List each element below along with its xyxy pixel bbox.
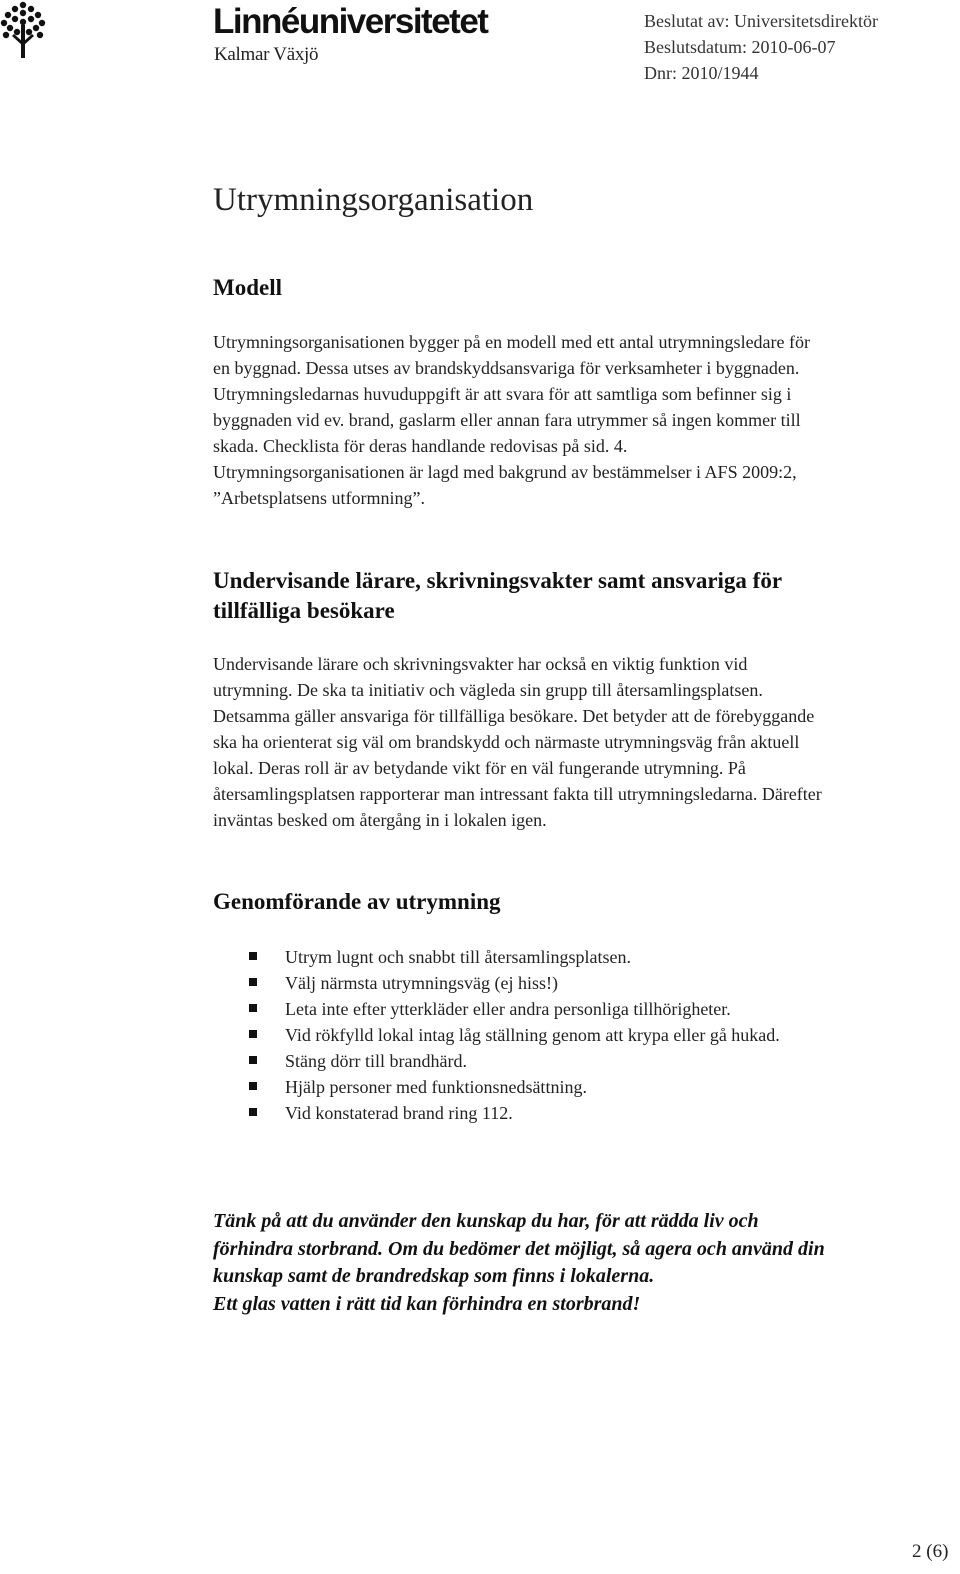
square-bullet-icon: [249, 952, 257, 960]
list-item: Leta inte efter ytterkläder eller andra personliga tillhörigheter.: [213, 996, 933, 1022]
page-title: Utrymningsorganisation: [213, 182, 534, 218]
square-bullet-icon: [249, 1056, 257, 1064]
square-bullet-icon: [249, 1108, 257, 1116]
page-number: 2 (6): [912, 1541, 949, 1562]
list-item: Vid rökfylld lokal intag låg ställning genom att krypa eller gå hukad.: [213, 1022, 933, 1048]
square-bullet-icon: [249, 978, 257, 986]
university-logo-name: Linnéuniversitetet: [213, 2, 488, 41]
section-heading-teachers: Undervisande lärare, skrivningsvakter samt ansvariga för tillfälliga besökare: [213, 568, 783, 623]
tree-logo-icon: [0, 0, 46, 60]
section-paragraph-modell: Utrymningsorganisationen bygger på en modell med ett antal utrymningsledare för en byggnad. Dessa utses av brandskyddsansvariga för verksamheter i byggnaden. Utrymningsledarnas huvuduppgift är att svara för att samtliga som befinner sig i byggnaden vid ev. brand, gaslarm eller annan fara utrymmer så ingen kommer till skada. Checklista för deras handlande redovisas på sid. 4. Utrymningsorganisationen är lagd med bakgrund av bestämmelser i AFS 2009:2, ”Arbetsplatsens utformning”.: [213, 332, 811, 508]
document-number: Dnr: 2010/1944: [644, 63, 759, 83]
decided-by: Beslutat av: Universitetsdirektör: [644, 11, 878, 31]
square-bullet-icon: [249, 1030, 257, 1038]
decision-date: Beslutsdatum: 2010-06-07: [644, 37, 836, 57]
list-item: Stäng dörr till brandhärd.: [213, 1048, 933, 1074]
evacuation-bullet-list: [213, 944, 933, 1126]
list-item: Vid konstaterad brand ring 112.: [213, 1100, 933, 1126]
square-bullet-icon: [249, 1004, 257, 1012]
section-heading-evacuation: Genomförande av utrymning: [213, 889, 501, 914]
list-item: Hjälp personer med funktionsnedsättning.: [213, 1074, 933, 1100]
document-meta: [644, 8, 878, 86]
square-bullet-icon: [249, 1082, 257, 1090]
section-heading-modell: Modell: [213, 275, 282, 300]
section-paragraph-teachers: Undervisande lärare och skrivningsvakter har också en viktig funktion vid utrymning. De ska ta initiativ och vägleda sin grupp till återsamlingsplatsen. Detsamma gäller ansvariga för tillfälliga besökare. Det betyder att de förebyggande ska ha orienterat sig väl om brandskydd och närmaste utrymningsväg från aktuell lokal. Deras roll är av betydande vikt för en väl fungerande utrymning. På återsamlingsplatsen rapporterar man intressant fakta till utrymningsledarna. Därefter inväntas besked om återgång in i lokalen igen.: [213, 654, 822, 830]
list-item: Utrym lugnt och snabbt till återsamlingsplatsen.: [213, 944, 933, 970]
university-logo-subtitle: Kalmar Växjö: [214, 44, 319, 65]
list-item: Välj närmsta utrymningsväg (ej hiss!): [213, 970, 933, 996]
closing-statement: Tänk på att du använder den kunskap du har, för att rädda liv och förhindra storbrand. Om du bedömer det möjligt, så agera och använd din kunskap samt de brandredskap som finns i lokalerna. Ett glas vatten i rätt tid kan förhindra en storbrand!: [213, 1210, 825, 1315]
